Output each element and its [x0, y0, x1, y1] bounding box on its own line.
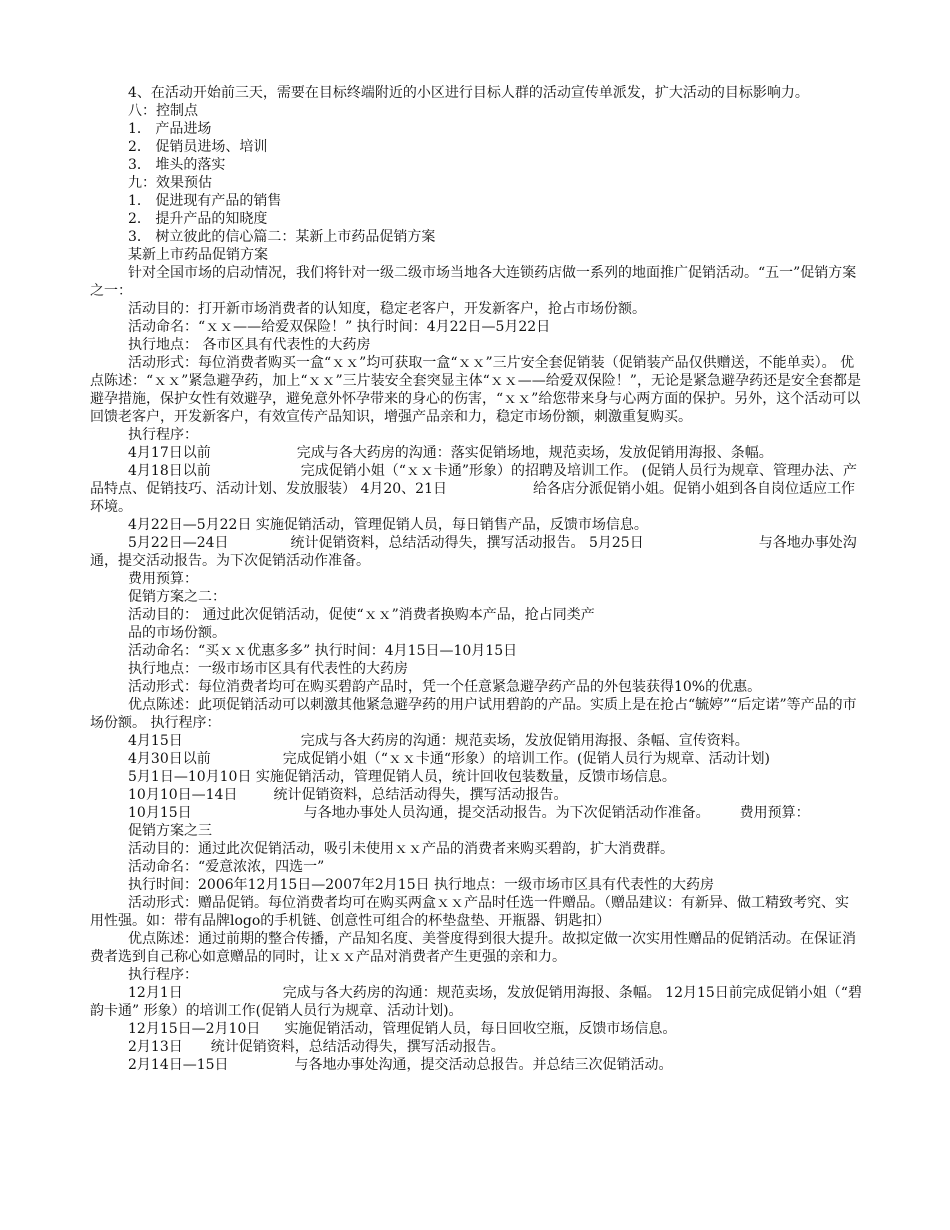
list-item: 3． 树立彼此的信心篇二：某新上市药品促销方案: [128, 229, 436, 245]
paragraph: 活动形式：赠品促销。每位消费者均可在购买两盒ｘｘ产品时任选一件赠品。（赠品建议：有新异、做工精致考究、实用性强。如：带有品牌logo的手机链、创意性可组合的杯垫盘垫、开瓶器、钥匙扣）: [90, 895, 849, 929]
section-heading: 促销方案之三: [128, 823, 212, 839]
schedule-row: [0, 786, 950, 804]
schedule-task: 与各地办事处人员沟通，提交活动报告。为下次促销活动作准备。: [303, 805, 710, 821]
schedule-date: 2月13日: [128, 1039, 183, 1055]
schedule-row: [0, 534, 950, 570]
schedule-row: [0, 984, 950, 1020]
paragraph: 执行地点： 各市区具有代表性的大药房: [128, 337, 371, 353]
schedule-date: 12月1日: [128, 985, 183, 1001]
paragraph: 优点陈述：通过前期的整合传播，产品知名度、美誉度得到很大提升。故拟定做一次实用性赠品的促销活动。在保证消费者选到自己称心如意赠品的同时，让ｘｘ产品对消费者产生更强的亲和力。: [90, 931, 856, 965]
paragraph: 优点陈述：此项促销活动可以刺激其他紧急避孕药的用户试用碧韵的产品。实质上是在抢占“毓婷”“后定诺”等产品的市场份额。 执行程序：: [90, 697, 857, 731]
list-item: 2． 提升产品的知晓度: [128, 211, 268, 227]
paragraph: 活动目的：通过此次促销活动，吸引未使用ｘｘ产品的消费者来购买碧韵，扩大消费群。: [128, 841, 674, 857]
schedule-task: 与各地办事处沟通，提交活动总报告。并总结三次促销活动。: [294, 1057, 673, 1073]
schedule-task: 给各店分派促销小姐。促销小姐到各自岗位适应工作环境。: [90, 481, 855, 515]
paragraph: 活动形式：每位消费者均可在购买碧韵产品时，凭一个任意紧急避孕药产品的外包装获得10%的优惠。: [128, 679, 762, 695]
schedule-date: 4月15日: [128, 733, 183, 749]
schedule-task: 完成与各大药房的沟通：规范卖场，发放促销用海报、条幅、宣传资料。: [300, 733, 749, 749]
schedule-row: [0, 804, 950, 822]
paragraph: 执行时间：2006年12月15日—2007年2月15日 执行地点：一级市场市区具有代表性的大药房: [128, 877, 715, 893]
schedule-row: [0, 1038, 950, 1056]
section-heading-9: 九：效果预估: [128, 175, 212, 191]
schedule-date: 5月22日—24日: [128, 535, 229, 551]
list-item: 3． 堆头的落实: [128, 157, 226, 173]
schedule-row: [0, 732, 950, 750]
schedule-row: [0, 750, 950, 768]
paragraph: 活动命名：“ｘｘ——给爱双保险！” 执行时间：4月22日—5月22日: [128, 319, 551, 335]
schedule-task: 统计促销资料，总结活动得失，撰写活动报告。: [210, 1039, 505, 1055]
paragraph: 品的市场份额。: [128, 625, 226, 641]
schedule-date: 4月18日以前: [128, 463, 211, 479]
list-item: 2． 促销员进场、培训: [128, 139, 268, 155]
schedule-date: 12月15日—2月10日: [128, 1021, 261, 1037]
schedule-task: 完成促销小姐（“ｘｘ卡通”形象）的招聘及培训工作。 (促销人员行为规章、管理办法、产品特点、促销技巧、活动计划、发放服装） 4月20、21日: [90, 463, 857, 497]
schedule-task: 统计促销资料，总结活动得失，撰写活动报告。 5月25日: [290, 535, 644, 551]
paragraph: 费用预算：: [128, 571, 198, 587]
doc-title: 某新上市药品促销方案: [128, 247, 268, 263]
schedule-date: 4月17日以前: [128, 445, 211, 461]
schedule-row: [0, 1020, 950, 1038]
schedule-task: 完成与各大药房的沟通：规范卖场，发放促销用海报、条幅。 12月15日前完成促销小姐（“碧韵卡通” 形象）的培训工作(促销人员行为规章、活动计划)。: [90, 985, 862, 1019]
section-heading-8: 八：控制点: [128, 103, 198, 119]
schedule-row: [0, 444, 950, 462]
section-heading: 促销方案之二：: [128, 589, 226, 605]
paragraph: 执行程序：: [128, 427, 198, 443]
paragraph: 活动命名：“爱意浓浓，四选一”: [128, 859, 325, 875]
paragraph: 活动目的：打开新市场消费者的认知度，稳定老客户，开发新客户，抢占市场份额。: [128, 301, 646, 317]
schedule-date: 10月15日: [128, 805, 192, 821]
paragraph: 执行地点：一级市场市区具有代表性的大药房: [128, 661, 408, 677]
paragraph: 执行程序：: [128, 967, 198, 983]
schedule-date: 2月14日—15日: [128, 1057, 229, 1073]
schedule-row: 4月22日—5月22日 实施促销活动，管理促销人员，每日销售产品，反馈市场信息。: [128, 517, 648, 533]
schedule-task: 统计促销资料，总结活动得失，撰写活动报告。: [273, 787, 568, 803]
paragraph-4: 4、在活动开始前三天，需要在目标终端附近的小区进行目标人群的活动宣传单派发，扩大活动的目标影响力。: [128, 85, 809, 101]
schedule-row: 5月1日—10月10日 实施促销活动，管理促销人员，统计回收包装数量，反馈市场信息。: [128, 769, 676, 785]
schedule-date: 10月10日—14日: [128, 787, 238, 803]
schedule-task: 实施促销活动，管理促销人员，每日回收空瓶，反馈市场信息。: [284, 1021, 677, 1037]
paragraph: 活动目的： 通过此次促销活动，促使“ｘｘ”消费者换购本产品，抢占同类产: [128, 607, 595, 623]
schedule-date: 4月30日以前: [128, 751, 211, 767]
schedule-row: [0, 1056, 950, 1074]
paragraph: 活动命名：“买ｘｘ优惠多多” 执行时间：4月15日—10月15日: [128, 643, 518, 659]
intro-paragraph: 针对全国市场的启动情况，我们将针对一级二级市场当地各大连锁药店做一系列的地面推广促销活动。“五一”促销方案之一：: [90, 265, 857, 299]
list-item: 1． 促进现有产品的销售: [128, 193, 282, 209]
paragraph: 活动形式：每位消费者购买一盒“ｘｘ”均可获取一盒“ｘｘ”三片安全套促销装（促销装产品仅供赠送，不能单卖）。 优点陈述：“ｘｘ”紧急避孕药，加上“ｘｘ”三片装安全套突显主体“ｘｘ——给爱双保险！”，无论是紧急避孕药还是安全套都是避孕措施，保护女性有效避孕，避免意外怀孕带来的身心的伤害，“ｘｘ”给您带来身与心两方面的保护。另外，这个活动可以回馈老客户，开发新客户，有效宣传产品知识，增强产品亲和力，稳定市场份额，刺激重复购买。: [90, 355, 861, 425]
schedule-row: [0, 462, 950, 516]
schedule-task: 费用预算：: [739, 805, 810, 821]
schedule-task: 完成与各大药房的沟通：落实促销场地，规范卖场，发放促销用海报、条幅。: [296, 445, 773, 461]
schedule-task: 完成促销小姐（“ｘｘ卡通“形象）的培训工作。(促销人员行为规章、活动计划): [282, 751, 770, 767]
schedule-task: 与各地办事处沟通，提交活动报告。为下次促销活动作准备。: [90, 535, 857, 569]
list-item: 1． 产品进场: [128, 121, 212, 137]
